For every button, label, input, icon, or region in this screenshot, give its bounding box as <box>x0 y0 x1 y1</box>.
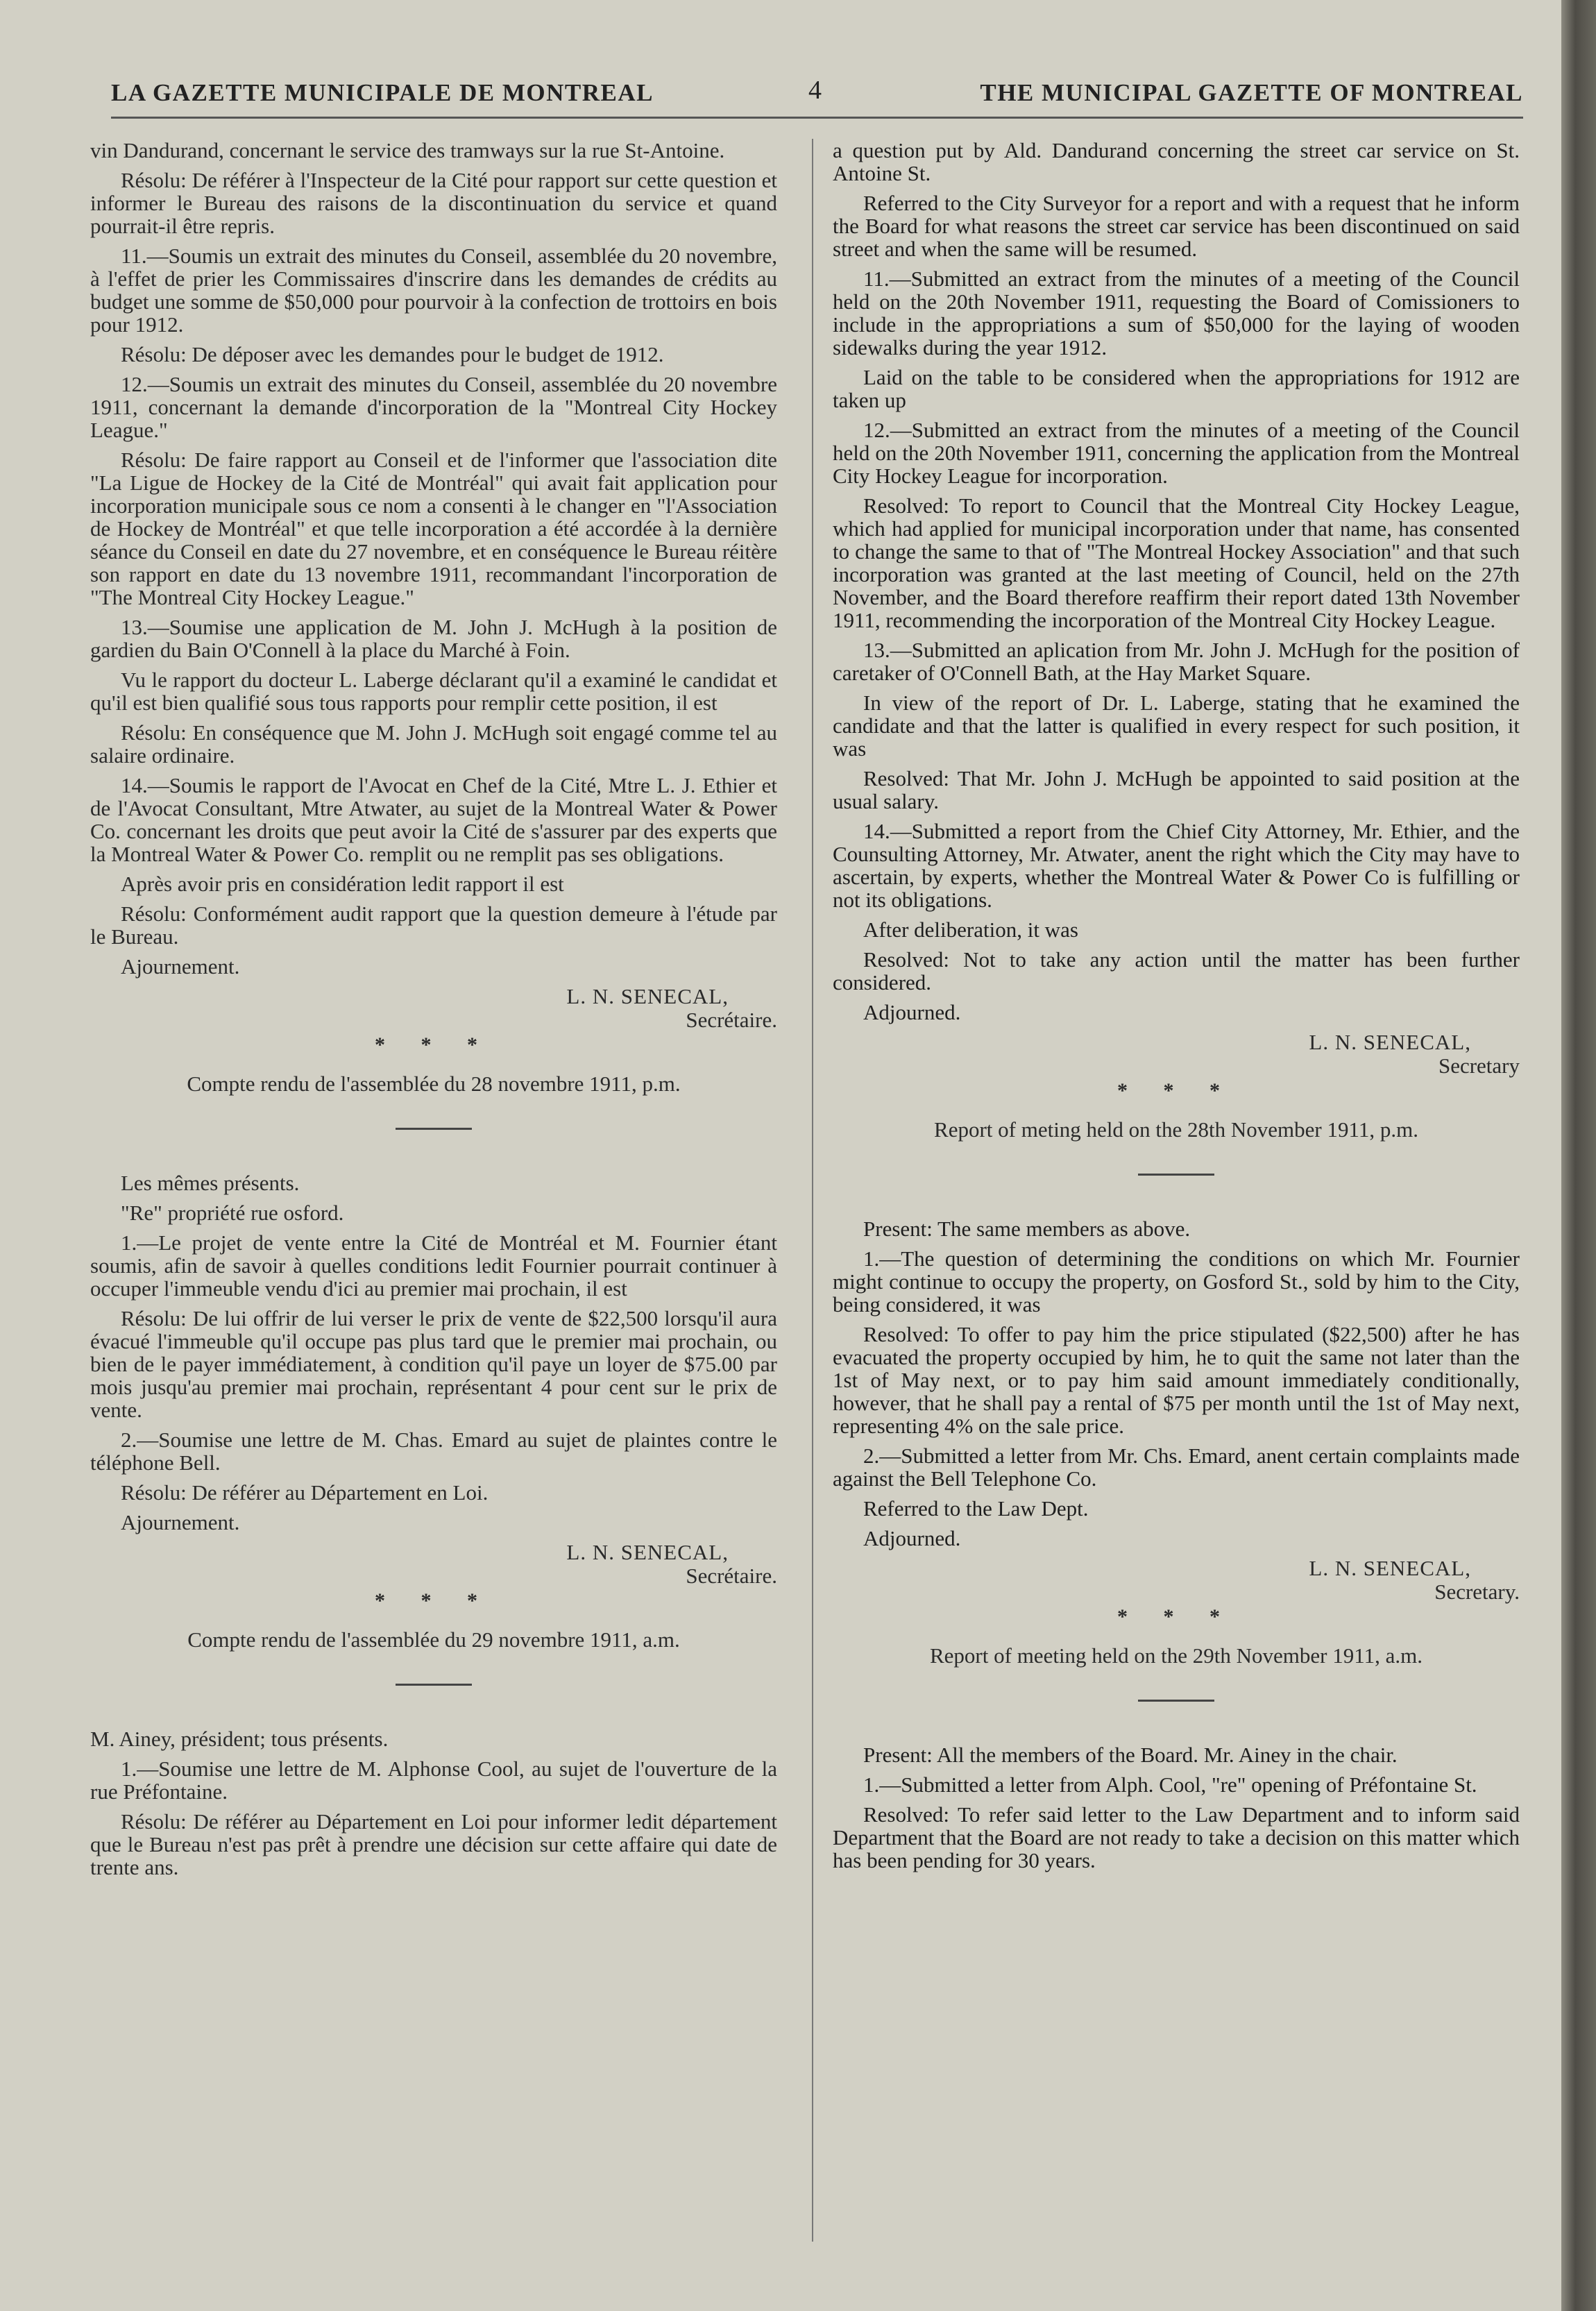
paragraph: Adjourned. <box>863 1526 961 1550</box>
short-divider <box>1138 1700 1214 1702</box>
paragraph: 11.—Soumis un extrait des minutes du Conseil, assemblée du 20 novembre, à l'effet de prier les Commissaires d'inscrire dans les demandes de crédits au budget une somme de $50,000 pour pourvoir à la confection de trottoirs en bois pour 1912. <box>90 244 777 337</box>
paragraph: Present: The same members as above. <box>863 1217 1191 1241</box>
paragraph: 1.—Soumise une lettre de M. Alphonse Cool, au sujet de l'ouverture de la rue Préfontaine. <box>90 1756 777 1804</box>
paragraph: 12.—Soumis un extrait des minutes du Conseil, assemblée du 20 novembre 1911, concernant la demande d'incorporation de la "Montreal City Hockey League." <box>90 372 777 442</box>
paragraph: vin Dandurand, concernant le service des tramways sur la rue St-Antoine. <box>90 138 725 162</box>
paragraph: Adjourned. <box>863 1000 961 1024</box>
short-divider <box>396 1128 472 1130</box>
signature-name: L. N. SENECAL, <box>566 984 729 1008</box>
meeting-report-heading: Compte rendu de l'assemblée du 29 novembre 1911, a.m. <box>187 1627 680 1652</box>
page-binding-edge <box>1561 0 1596 2311</box>
page-number: 4 <box>808 76 822 105</box>
header-divider <box>111 117 1523 119</box>
paragraph: M. Ainey, président; tous présents. <box>90 1727 389 1751</box>
header-title-french: LA GAZETTE MUNICIPALE DE MONTREAL <box>111 79 654 106</box>
english-column <box>833 139 1520 1879</box>
paragraph: Laid on the table to be considered when the appropriations for 1912 are taken up <box>833 365 1520 412</box>
paragraph: Vu le rapport du docteur L. Laberge déclarant qu'il a examiné le candidat et qu'il est bien qualifié sous tous rapports pour remplir cette position, il est <box>90 668 777 715</box>
paragraph: Resolved: Not to take any action until the matter has been further considered. <box>833 947 1520 994</box>
paragraph: After deliberation, it was <box>863 917 1078 942</box>
paragraph: Résolu: De référer au Département en Loi. <box>121 1480 489 1505</box>
paragraph: 1.—Le projet de vente entre la Cité de Montréal et M. Fournier étant soumis, afin de savoir à quelles conditions ledit Fournier pourrait continuer à occuper l'immeuble vendu d'ici au premier mai prochain, il est <box>90 1230 777 1301</box>
section-separator-stars: * * * <box>375 1589 493 1612</box>
paragraph: Resolved: To offer to pay him the price stipulated ($22,500) after he has evacuated the property occupied by him, he to quit the same not later than the 1st of May next, or to pay him said amount immediately conditionally, however, that he shall pay a rental of $75 per month until the 1st of May next, representing 4% on the sale price. <box>833 1322 1520 1438</box>
short-divider <box>396 1684 472 1686</box>
meeting-report-heading: Report of meting held on the 28th November 1911, p.m. <box>934 1117 1418 1142</box>
paragraph: Après avoir pris en considération ledit rapport il est <box>121 872 564 896</box>
paragraph: 1.—The question of determining the conditions on which Mr. Fournier might continue to occupy the property, on Gosford St., sold by him to the City, being considered, it was <box>833 1246 1520 1317</box>
paragraph: Resolved: That Mr. John J. McHugh be appointed to said position at the usual salary. <box>833 766 1520 813</box>
paragraph: 14.—Submitted a report from the Chief City Attorney, Mr. Ethier, and the Counsulting Attorney, Mr. Atwater, anent the right which the City may have to ascertain, by experts, whether the Montreal Water & Power Co is fulfilling or not its obligations. <box>833 819 1520 912</box>
section-separator-stars: * * * <box>1117 1079 1235 1102</box>
paragraph: 14.—Soumis le rapport de l'Avocat en Chef de la Cité, Mtre L. J. Ethier et de l'Avocat Consultant, Mtre Atwater, au sujet de la Montreal Water & Power Co. concernant les droits que peut avoir la Cité de s'assurer par des experts que la Montreal Water & Power Co. remplit ou ne remplit pas ses obligations. <box>90 773 777 866</box>
paragraph: Résolu: De faire rapport au Conseil et de l'informer que l'association dite "La Ligue de Hockey de la Cité de Montréal" qui avait fait application pour incorporation municipale sous ce nom a consenti à le changer en "l'Association de Hockey de Montréal" et que telle incorporation a été accordée à la dernière séance du Conseil en date du 27 novembre, et en conséquence le Bureau réitère son rapport en date du 13 novembre 1911, recommandant l'incorporation de "The Montreal City Hockey League." <box>90 448 777 609</box>
paragraph: Résolu: De référer à l'Inspecteur de la Cité pour rapport sur cette question et informer le Bureau des raisons de la discontinuation du service et quand pourrait-il être repris. <box>90 168 777 238</box>
paragraph: 13.—Soumise une application de M. John J. McHugh à la position de gardien du Bain O'Connell à la place du Marché à Foin. <box>90 615 777 662</box>
paragraph: 12.—Submitted an extract from the minutes of a meeting of the Council held on the 20th November 1911, concerning the application from the Montreal City Hockey League for incorporation. <box>833 418 1520 488</box>
paragraph: "Re" propriété rue osford. <box>121 1201 344 1225</box>
paragraph: 1.—Submitted a letter from Alph. Cool, "re" opening of Préfontaine St. <box>863 1772 1477 1797</box>
paragraph: Résolu: Conformément audit rapport que la question demeure à l'étude par le Bureau. <box>90 901 777 949</box>
signature-title: Secrétaire. <box>686 1008 777 1032</box>
paragraph: Resolved: To refer said letter to the Law Department and to inform said Department that the Board are not ready to take a decision on this matter which has been pending for 30 years. <box>833 1802 1520 1872</box>
paragraph: Resolved: To report to Council that the Montreal City Hockey League, which had applied for municipal incorporation under that name, has consented to change the same to that of "The Montreal Hockey Association" and that such incorporation was granted at the last meeting of Council, held on the 27th November, and the Board therefore reaffirm their report dated 13th November 1911, recommending the incorporation of the Montreal City Hockey League. <box>833 493 1520 632</box>
page-header <box>111 75 1523 117</box>
short-divider <box>1138 1174 1214 1176</box>
signature-name: L. N. SENECAL, <box>1309 1556 1471 1580</box>
paragraph: a question put by Ald. Dandurand concerning the street car service on St. Antoine St. <box>833 138 1520 185</box>
signature-title: Secretary <box>1438 1053 1520 1078</box>
paragraph: Résolu: De référer au Département en Loi pour informer ledit département que le Bureau n'est pas prêt à prendre une décision sur cette affaire qui date de trente ans. <box>90 1809 777 1879</box>
paragraph: Ajournement. <box>121 1510 240 1534</box>
french-column <box>90 139 777 1886</box>
paragraph: Referred to the City Surveyor for a report and with a request that he inform the Board for what reasons the street car service has been discontinued on said street and when the same will be resumed. <box>833 191 1520 261</box>
signature-title: Secretary. <box>1434 1580 1520 1604</box>
paragraph: In view of the report of Dr. L. Laberge, stating that he examined the candidate and that the latter is qualified in every respect for such position, it was <box>833 691 1520 761</box>
paragraph: Referred to the Law Dept. <box>863 1496 1089 1521</box>
column-divider <box>812 139 813 2242</box>
signature-title: Secrétaire. <box>686 1564 777 1588</box>
paragraph: Les mêmes présents. <box>121 1171 300 1195</box>
paragraph: Résolu: De déposer avec les demandes pour le budget de 1912. <box>121 342 664 366</box>
paragraph: Résolu: De lui offrir de lui verser le prix de vente de $22,500 lorsqu'il aura évacué l'immeuble qu'il occupe pas plus tard que le premier mai prochain, ou bien de le payer immédiatement, à condition qu'il paye un loyer de $75.00 par mois jusqu'au premier mai prochain, représentant 4 pour cent sur le prix de vente. <box>90 1306 777 1422</box>
paragraph: 2.—Submitted a letter from Mr. Chs. Emard, anent certain complaints made against the Bell Telephone Co. <box>833 1444 1520 1491</box>
paragraph: 11.—Submitted an extract from the minutes of a meeting of the Council held on the 20th November 1911, requesting the Board of Comissioners to include in the appropriations a sum of $50,000 for the laying of wooden sidewalks during the year 1912. <box>833 266 1520 359</box>
section-separator-stars: * * * <box>375 1033 493 1056</box>
paragraph: Résolu: En conséquence que M. John J. McHugh soit engagé comme tel au salaire ordinaire. <box>90 720 777 768</box>
meeting-report-heading: Compte rendu de l'assemblée du 28 novembre 1911, p.m. <box>187 1072 681 1096</box>
paragraph: Present: All the members of the Board. Mr. Ainey in the chair. <box>863 1743 1398 1767</box>
paragraph: 13.—Submitted an aplication from Mr. John J. McHugh for the position of caretaker of O'Connell Bath, at the Hay Market Square. <box>833 638 1520 685</box>
paragraph: 2.—Soumise une lettre de M. Chas. Emard au sujet de plaintes contre le téléphone Bell. <box>90 1428 777 1475</box>
section-separator-stars: * * * <box>1117 1605 1235 1628</box>
signature-name: L. N. SENECAL, <box>1309 1030 1471 1054</box>
meeting-report-heading: Report of meeting held on the 29th November 1911, a.m. <box>930 1643 1423 1668</box>
paragraph: Ajournement. <box>121 954 240 979</box>
header-title-english: THE MUNICIPAL GAZETTE OF MONTREAL <box>980 79 1523 106</box>
signature-name: L. N. SENECAL, <box>566 1540 729 1564</box>
